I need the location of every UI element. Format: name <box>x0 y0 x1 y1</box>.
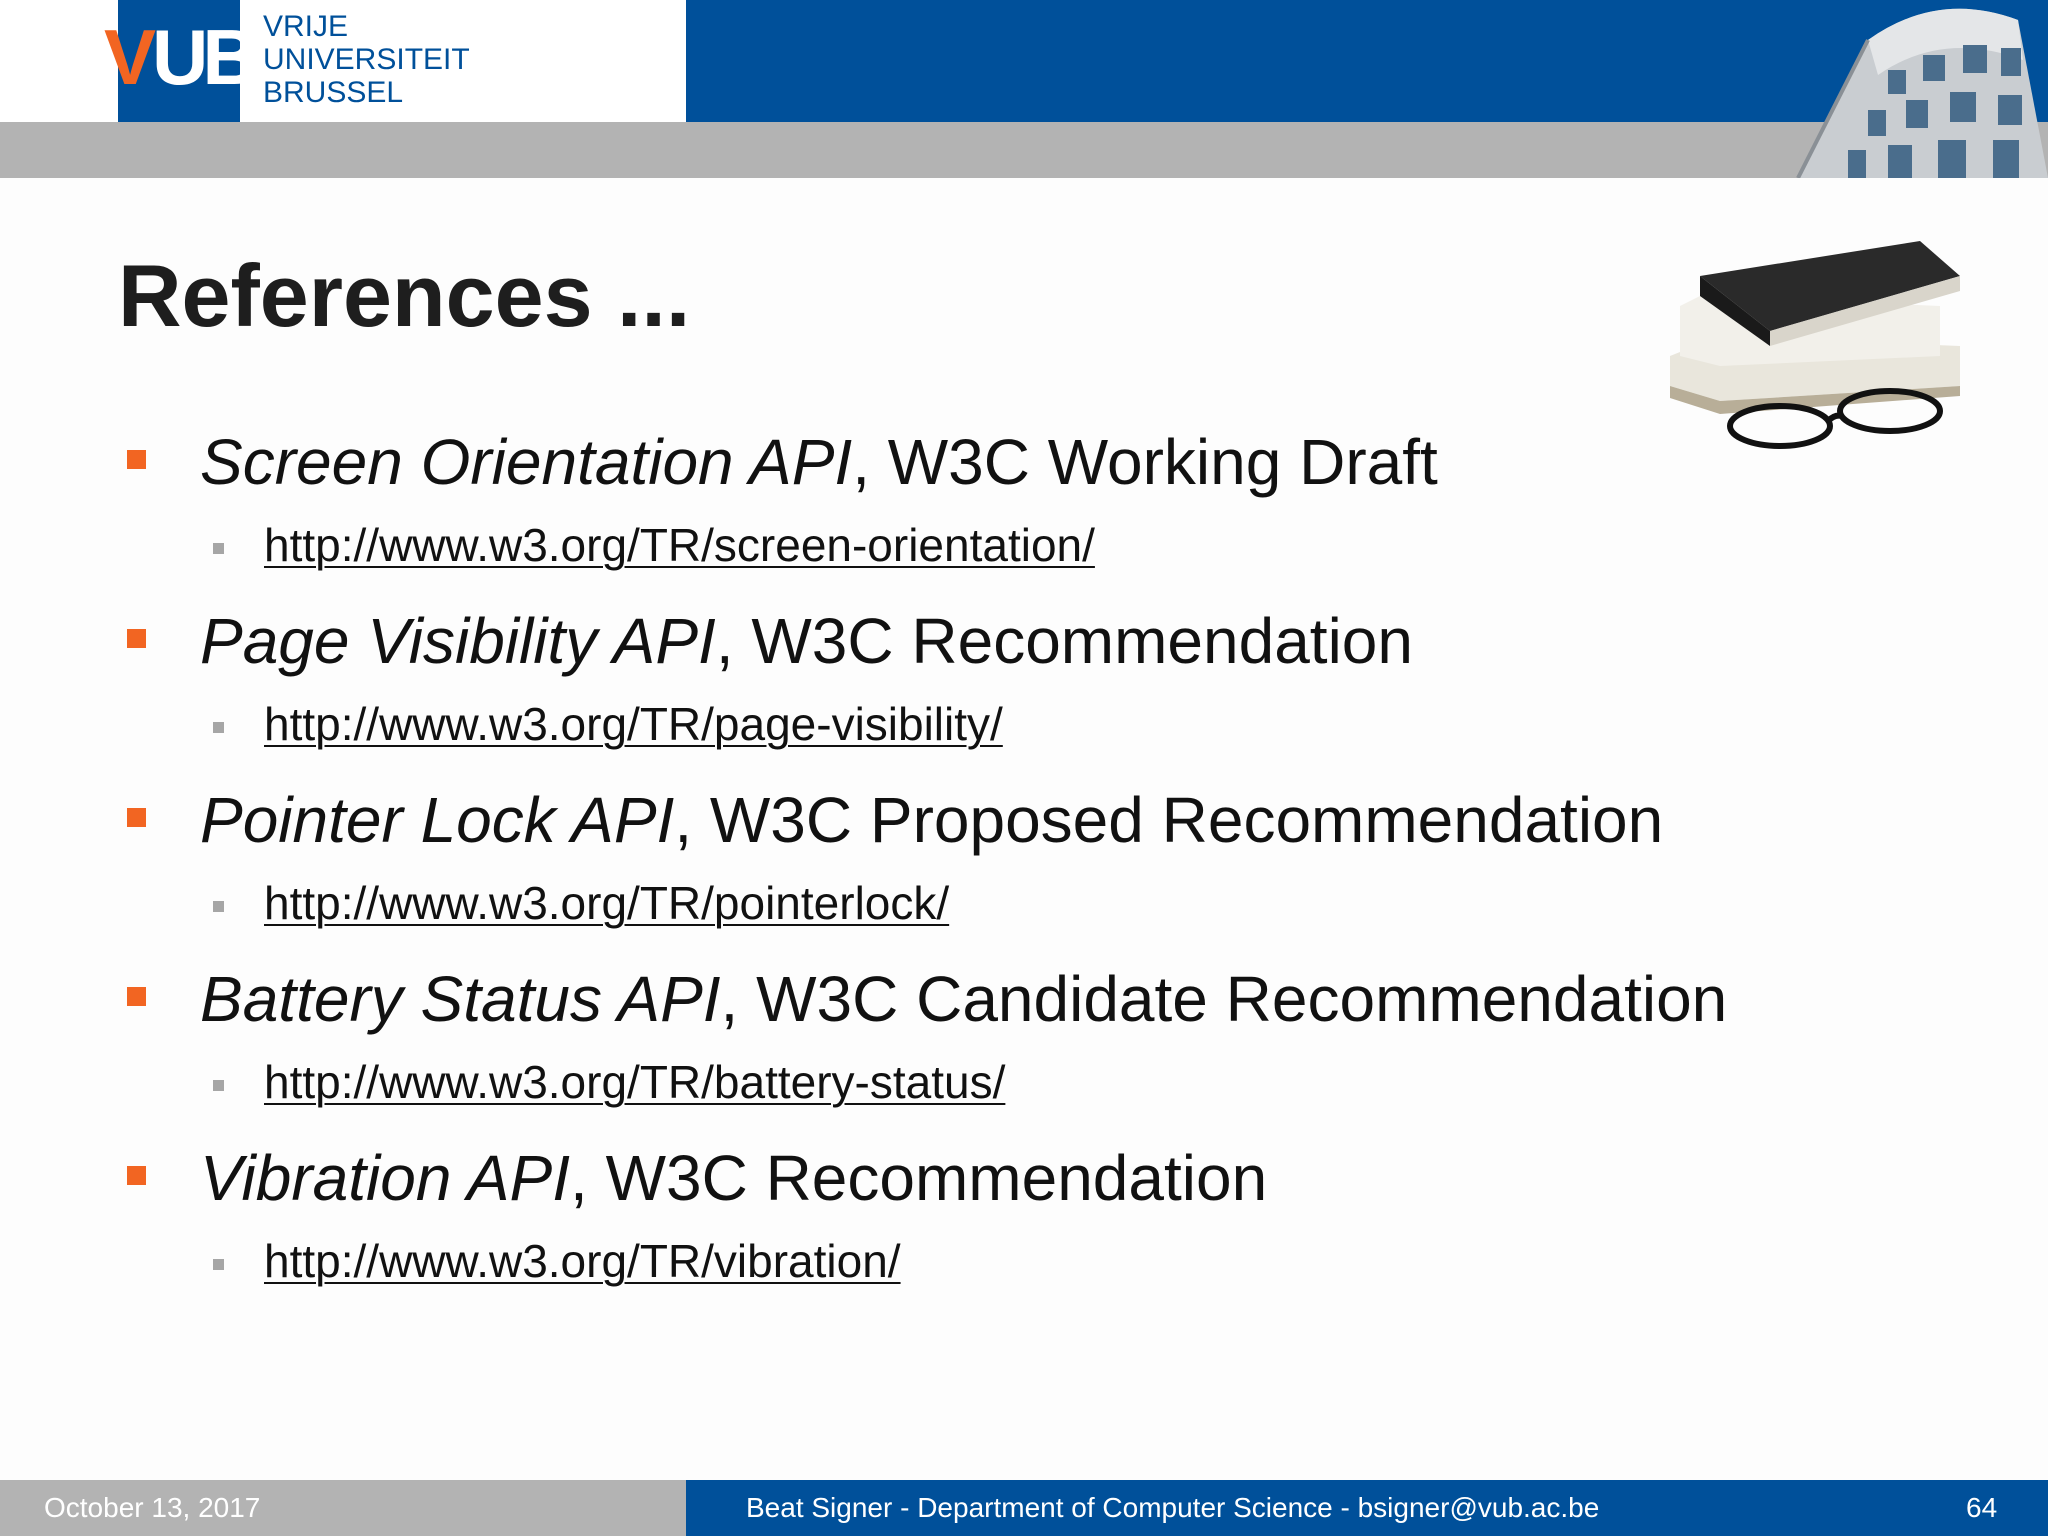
gray-bullet-icon <box>213 722 224 733</box>
reference-link[interactable]: http://www.w3.org/TR/battery-status/ <box>264 1056 1006 1108</box>
gray-bullet-icon <box>213 1080 224 1091</box>
orange-bullet-icon <box>127 1166 146 1185</box>
reference-link[interactable]: http://www.w3.org/TR/pointerlock/ <box>264 877 950 929</box>
orange-bullet-icon <box>127 987 146 1006</box>
spec-status: , W3C Candidate Recommendation <box>720 963 1728 1035</box>
building-photo-icon <box>1718 0 2048 178</box>
page-title: References ... <box>118 246 691 345</box>
footer-author: Beat Signer - Department of Computer Science - bsigner@vub.ac.be <box>746 1492 1600 1523</box>
api-name: Pointer Lock API <box>200 784 675 856</box>
reference-title <box>200 605 1413 677</box>
reference-item <box>0 784 2048 968</box>
reference-title <box>200 426 1438 498</box>
spec-status: , W3C Proposed Recommendation <box>674 784 1664 856</box>
spec-status: , W3C Working Draft <box>852 426 1438 498</box>
orange-bullet-icon <box>127 629 146 648</box>
university-line-1: VRIJE <box>263 10 349 43</box>
gray-bullet-icon <box>213 901 224 912</box>
university-name <box>263 10 470 109</box>
orange-bullet-icon <box>127 808 146 827</box>
api-name: Screen Orientation API <box>200 426 853 498</box>
gray-bullet-icon <box>213 543 224 554</box>
page-number: 64 <box>1966 1492 1998 1523</box>
logo-mark-ub: UB <box>152 13 253 101</box>
reference-title <box>200 963 1728 1035</box>
spec-status: , W3C Recommendation <box>570 1142 1268 1214</box>
gray-bullet-icon <box>213 1259 224 1270</box>
orange-bullet-icon <box>127 450 146 469</box>
api-name: Vibration API <box>200 1142 570 1214</box>
footer-date: October 13, 2017 <box>44 1492 261 1523</box>
reference-item <box>0 605 2048 789</box>
university-line-3: BRUSSEL <box>263 76 404 109</box>
books-glasses-icon <box>1660 236 2000 466</box>
reference-item <box>0 1142 2048 1326</box>
api-name: Battery Status API <box>200 963 721 1035</box>
reference-link[interactable]: http://www.w3.org/TR/screen-orientation/ <box>264 519 1095 571</box>
reference-link[interactable]: http://www.w3.org/TR/page-visibility/ <box>264 698 1003 750</box>
api-name: Page Visibility API <box>200 605 716 677</box>
spec-status: , W3C Recommendation <box>715 605 1413 677</box>
reference-item <box>0 963 2048 1147</box>
logo-mark: V <box>104 13 151 101</box>
reference-title <box>200 1142 1268 1214</box>
university-line-2: UNIVERSITEIT <box>263 43 470 76</box>
reference-title <box>200 784 1664 856</box>
reference-link[interactable]: http://www.w3.org/TR/vibration/ <box>264 1235 901 1287</box>
